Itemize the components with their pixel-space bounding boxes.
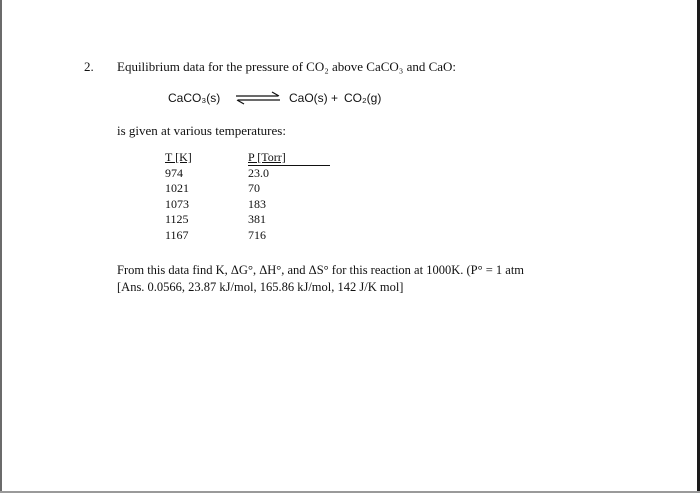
cell-pressure: 23.0 <box>248 165 269 180</box>
header-temperature: T [K] <box>165 150 192 164</box>
cell-temperature: 1073 <box>165 196 189 211</box>
given-text: is given at various temperatures: <box>117 123 286 138</box>
problem-number: 2. <box>84 59 94 74</box>
cell-temperature: 1021 <box>165 181 189 195</box>
cell-temperature: 1125 <box>165 212 189 226</box>
cell-temperature: 974 <box>165 165 183 180</box>
cell-temperature: 1167 <box>165 227 189 242</box>
question-text: From this data find K, ΔG°, ΔH°, and ΔS° for this reaction at 1000K. (P° = 1 atm <box>117 263 525 277</box>
cell-pressure: 716 <box>248 227 266 242</box>
cell-pressure: 381 <box>248 212 266 226</box>
equilibrium-arrows-icon <box>234 91 282 108</box>
product-cao: CaO(s) <box>289 91 328 105</box>
problem-prompt: Equilibrium data for the pressure of CO₂ above CaCO₃ and CaO: <box>117 59 457 74</box>
answer-text: [Ans. 0.0566, 23.87 kJ/mol, 165.86 kJ/mol, 142 J/K mol] <box>117 280 404 294</box>
pressure-column <box>248 150 286 243</box>
product-co2: CO₂(g) <box>344 91 382 105</box>
plus-sign: + <box>331 91 339 105</box>
reactant: CaCO₃(s) <box>168 91 221 105</box>
page-left-edge <box>0 0 2 493</box>
header-pressure: P [Torr] <box>248 150 286 164</box>
cell-pressure: 70 <box>248 181 260 195</box>
temperature-column <box>165 150 192 243</box>
cell-pressure: 183 <box>248 196 266 211</box>
